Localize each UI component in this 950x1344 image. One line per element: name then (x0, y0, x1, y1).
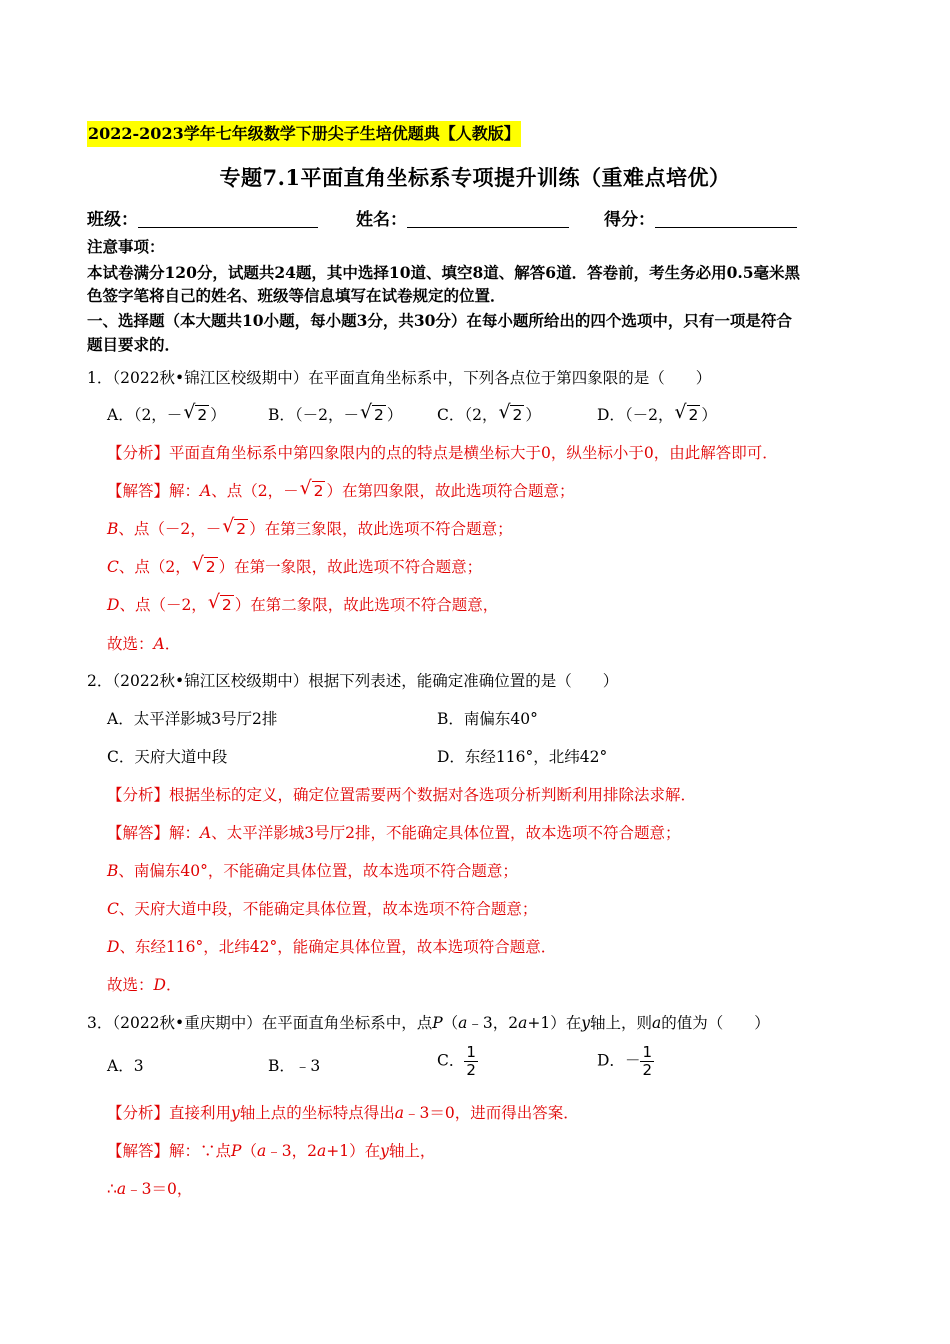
answer-text: 、太平洋影城3号厅2排，不能确定具体位置，故本选项不符合题意； (211, 824, 681, 842)
sqrt-symbol: √ 2 (183, 401, 208, 424)
option-letter: B (107, 520, 119, 538)
q2-answer-c (107, 897, 537, 919)
notice-line-2: 色签字笔将自己的姓名、班级等信息填写在试卷规定的位置． (87, 286, 506, 305)
series-tag: 2022-2023学年七年级数学下册尖子生培优题典【人教版】 (87, 121, 521, 147)
answer-text: +1）在 (326, 1142, 381, 1160)
var-a: a (116, 1180, 127, 1198)
var-p: P (432, 1014, 443, 1032)
q1-choice (107, 632, 180, 654)
choice-prefix: 故选： (107, 635, 154, 653)
section-heading-line-1: 一、选择题（本大题共10小题，每小题3分，共30分）在每小题所给出的四个选项中，只有一项是符合 (87, 311, 792, 330)
answer-tag: 【解答】 (107, 482, 170, 500)
answer-text: ）在第二象限，故此选项不符合题意， (234, 596, 499, 614)
radicand: 2 (236, 520, 247, 538)
q3-stem-text: （ (442, 1014, 459, 1032)
answer-prefix: 解： (169, 482, 201, 500)
therefore-text: ﹣3＝0， (126, 1180, 193, 1198)
choice-letter: D (153, 976, 166, 994)
option-letter: A (200, 824, 212, 842)
q2-answer-d (107, 935, 556, 957)
analysis-text: 【分析】直接利用 (107, 1104, 232, 1122)
q3-stem (87, 1011, 770, 1033)
radicand: 2 (221, 596, 232, 614)
answer-text: ﹣3，2 (266, 1142, 317, 1160)
q3-option-d (597, 1044, 654, 1079)
sqrt-symbol: √ 2 (207, 591, 232, 614)
answer-tag: 【解答】 (107, 824, 170, 842)
choice-letter: A (153, 635, 165, 653)
var-y: y (380, 1142, 389, 1160)
fraction-numerator: 1 (466, 1043, 476, 1061)
therefore-symbol: ∴ (107, 1180, 117, 1198)
option-letter: C (107, 900, 119, 918)
var-a: a (316, 1142, 327, 1160)
class-field (87, 205, 318, 230)
radicand: 2 (197, 406, 208, 424)
q3-therefore (107, 1177, 192, 1199)
score-field (604, 205, 797, 230)
sqrt-symbol: √ 2 (191, 553, 216, 576)
class-label: 班级： (87, 210, 138, 230)
q3-stem-text: 的值为（ ） (661, 1014, 770, 1032)
fraction-numerator: 1 (642, 1043, 652, 1061)
paren-close: ） (525, 406, 541, 424)
q2-choice (107, 973, 181, 995)
page-title: 专题7.1平面直角坐标系专项提升训练（重难点培优） (219, 165, 731, 190)
radicand: 2 (512, 406, 523, 424)
section-heading-line-2: 题目要求的． (87, 335, 181, 354)
var-a: a (256, 1142, 267, 1160)
q1-option-a (107, 403, 226, 425)
q3-stem-text: 3．（2022秋•重庆期中）在平面直角坐标系中，点 (87, 1014, 433, 1032)
answer-text: 、点（2，－ (211, 482, 299, 500)
paren-close: ） (210, 406, 226, 424)
analysis-text: 轴上点的坐标特点得出 (239, 1104, 395, 1122)
q3-option-a: A．3 (107, 1057, 144, 1075)
paren-close: ） (386, 406, 403, 424)
answer-text: 轴上， (388, 1142, 436, 1160)
notice-heading: 注意事项： (87, 237, 165, 256)
radicand: 2 (374, 406, 384, 424)
q2-answer-b (107, 859, 518, 881)
analysis-text: ﹣3＝0，进而得出答案． (404, 1104, 579, 1122)
answer-text: ）在第四象限，故此选项符合题意； (326, 482, 575, 500)
score-blank (655, 209, 797, 228)
answer-text: 、南偏东40°，不能确定具体位置，故本选项不符合题意； (118, 862, 518, 880)
answer-prefix: 解： (169, 824, 201, 842)
name-label: 姓名： (356, 210, 407, 230)
fraction-denominator: 2 (642, 1061, 652, 1079)
q1-answer-d (107, 593, 498, 615)
choice-prefix: 故选： (107, 976, 154, 994)
q2-stem: 2．（2022秋•锦江区校级期中）根据下列表述，能确定准确位置的是（ ） (87, 672, 619, 690)
answer-text: ）在第三象限，故此选项不符合题意； (249, 520, 513, 538)
answer-text: 、东经116°，北纬42°，能确定具体位置，故本选项符合题意． (119, 938, 557, 956)
fraction-denominator: 2 (466, 1061, 476, 1079)
class-blank (138, 209, 318, 228)
radicand: 2 (313, 482, 324, 500)
option-letter: A (200, 482, 212, 500)
paren-close: ） (701, 406, 717, 424)
fraction (464, 1044, 478, 1079)
q1-option-d (597, 403, 717, 425)
var-p: P (231, 1142, 242, 1160)
score-label: 得分： (604, 210, 655, 230)
q2-option-a: A．太平洋影城3号厅2排 (107, 710, 278, 728)
q1-answer-b (107, 517, 513, 539)
choice-suffix: ． (164, 635, 181, 653)
q3-stem-text: +1）在 (527, 1014, 582, 1032)
var-a: a (652, 1014, 662, 1032)
answer-text: ）在第一象限，故此选项不符合题意； (218, 558, 483, 576)
q1-option-b (268, 403, 402, 425)
q2-option-d: D．东经116°，北纬42° (437, 748, 608, 766)
var-y: y (581, 1014, 591, 1032)
answer-text: 、点（－2， (119, 596, 207, 614)
q3-stem-text: 轴上，则 (590, 1014, 653, 1032)
var-y: y (231, 1104, 240, 1122)
radicand: 2 (688, 406, 699, 424)
sqrt-symbol: √ 2 (299, 477, 324, 500)
q3-option-c (437, 1044, 478, 1079)
q1-option-c-text: C．（2， (437, 406, 498, 424)
choice-suffix: ． (165, 976, 182, 994)
q1-answer (107, 479, 575, 501)
q3-answer (107, 1139, 435, 1161)
q1-analysis: 【分析】平面直角坐标系中第四象限内的点的特点是横坐标大于0，纵坐标小于0，由此解答即可． (107, 444, 778, 462)
q3-option-c-text: C． (437, 1051, 465, 1070)
q3-stem-text: ﹣3，2 (467, 1014, 519, 1032)
answer-tag: 【解答】 (107, 1142, 170, 1160)
answer-text: （ (241, 1142, 257, 1160)
q1-stem: 1．（2022秋•锦江区校级期中）在平面直角坐标系中，下列各点位于第四象限的是（ ） (87, 369, 712, 387)
minus-sign: － (624, 1051, 641, 1070)
q1-option-c (437, 403, 541, 425)
option-letter: D (107, 938, 120, 956)
q1-option-d-text: D．（－2， (597, 406, 674, 424)
answer-text: 、点（－2，－ (118, 520, 222, 538)
option-letter: D (107, 596, 120, 614)
q2-answer (107, 821, 680, 843)
q3-option-b: B．﹣3 (268, 1057, 321, 1075)
q3-option-d-text: D． (597, 1051, 625, 1070)
sqrt-symbol: √ 2 (360, 401, 384, 424)
option-letter: B (107, 862, 119, 880)
q1-option-b-text: B．（－2，－ (268, 406, 360, 424)
q1-option-a-text: A．（2，－ (107, 406, 183, 424)
q2-option-c: C．天府大道中段 (107, 748, 228, 766)
name-field (356, 205, 569, 230)
var-a: a (458, 1014, 468, 1032)
q2-analysis: 【分析】根据坐标的定义，确定位置需要两个数据对各选项分析判断利用排除法求解． (107, 786, 697, 804)
sqrt-symbol: √ 2 (674, 401, 699, 424)
answer-text: 、天府大道中段，不能确定具体位置，故本选项不符合题意； (118, 900, 538, 918)
var-a: a (518, 1014, 528, 1032)
var-a: a (394, 1104, 405, 1122)
radicand: 2 (205, 558, 216, 576)
fraction (640, 1044, 654, 1079)
q2-option-b: B．南偏东40° (437, 710, 538, 728)
notice-line-1: 本试卷满分120分，试题共24题，其中选择10道、填空8道、解答6道．答卷前，考生务必用0.5毫米黑 (87, 263, 801, 282)
q3-analysis (107, 1101, 579, 1123)
answer-text: 解：∵点 (169, 1142, 232, 1160)
name-blank (407, 209, 569, 228)
q1-answer-c (107, 555, 482, 577)
option-letter: C (107, 558, 119, 576)
sqrt-symbol: √ 2 (498, 401, 523, 424)
sqrt-symbol: √ 2 (222, 515, 247, 538)
answer-text: 、点（2， (118, 558, 191, 576)
